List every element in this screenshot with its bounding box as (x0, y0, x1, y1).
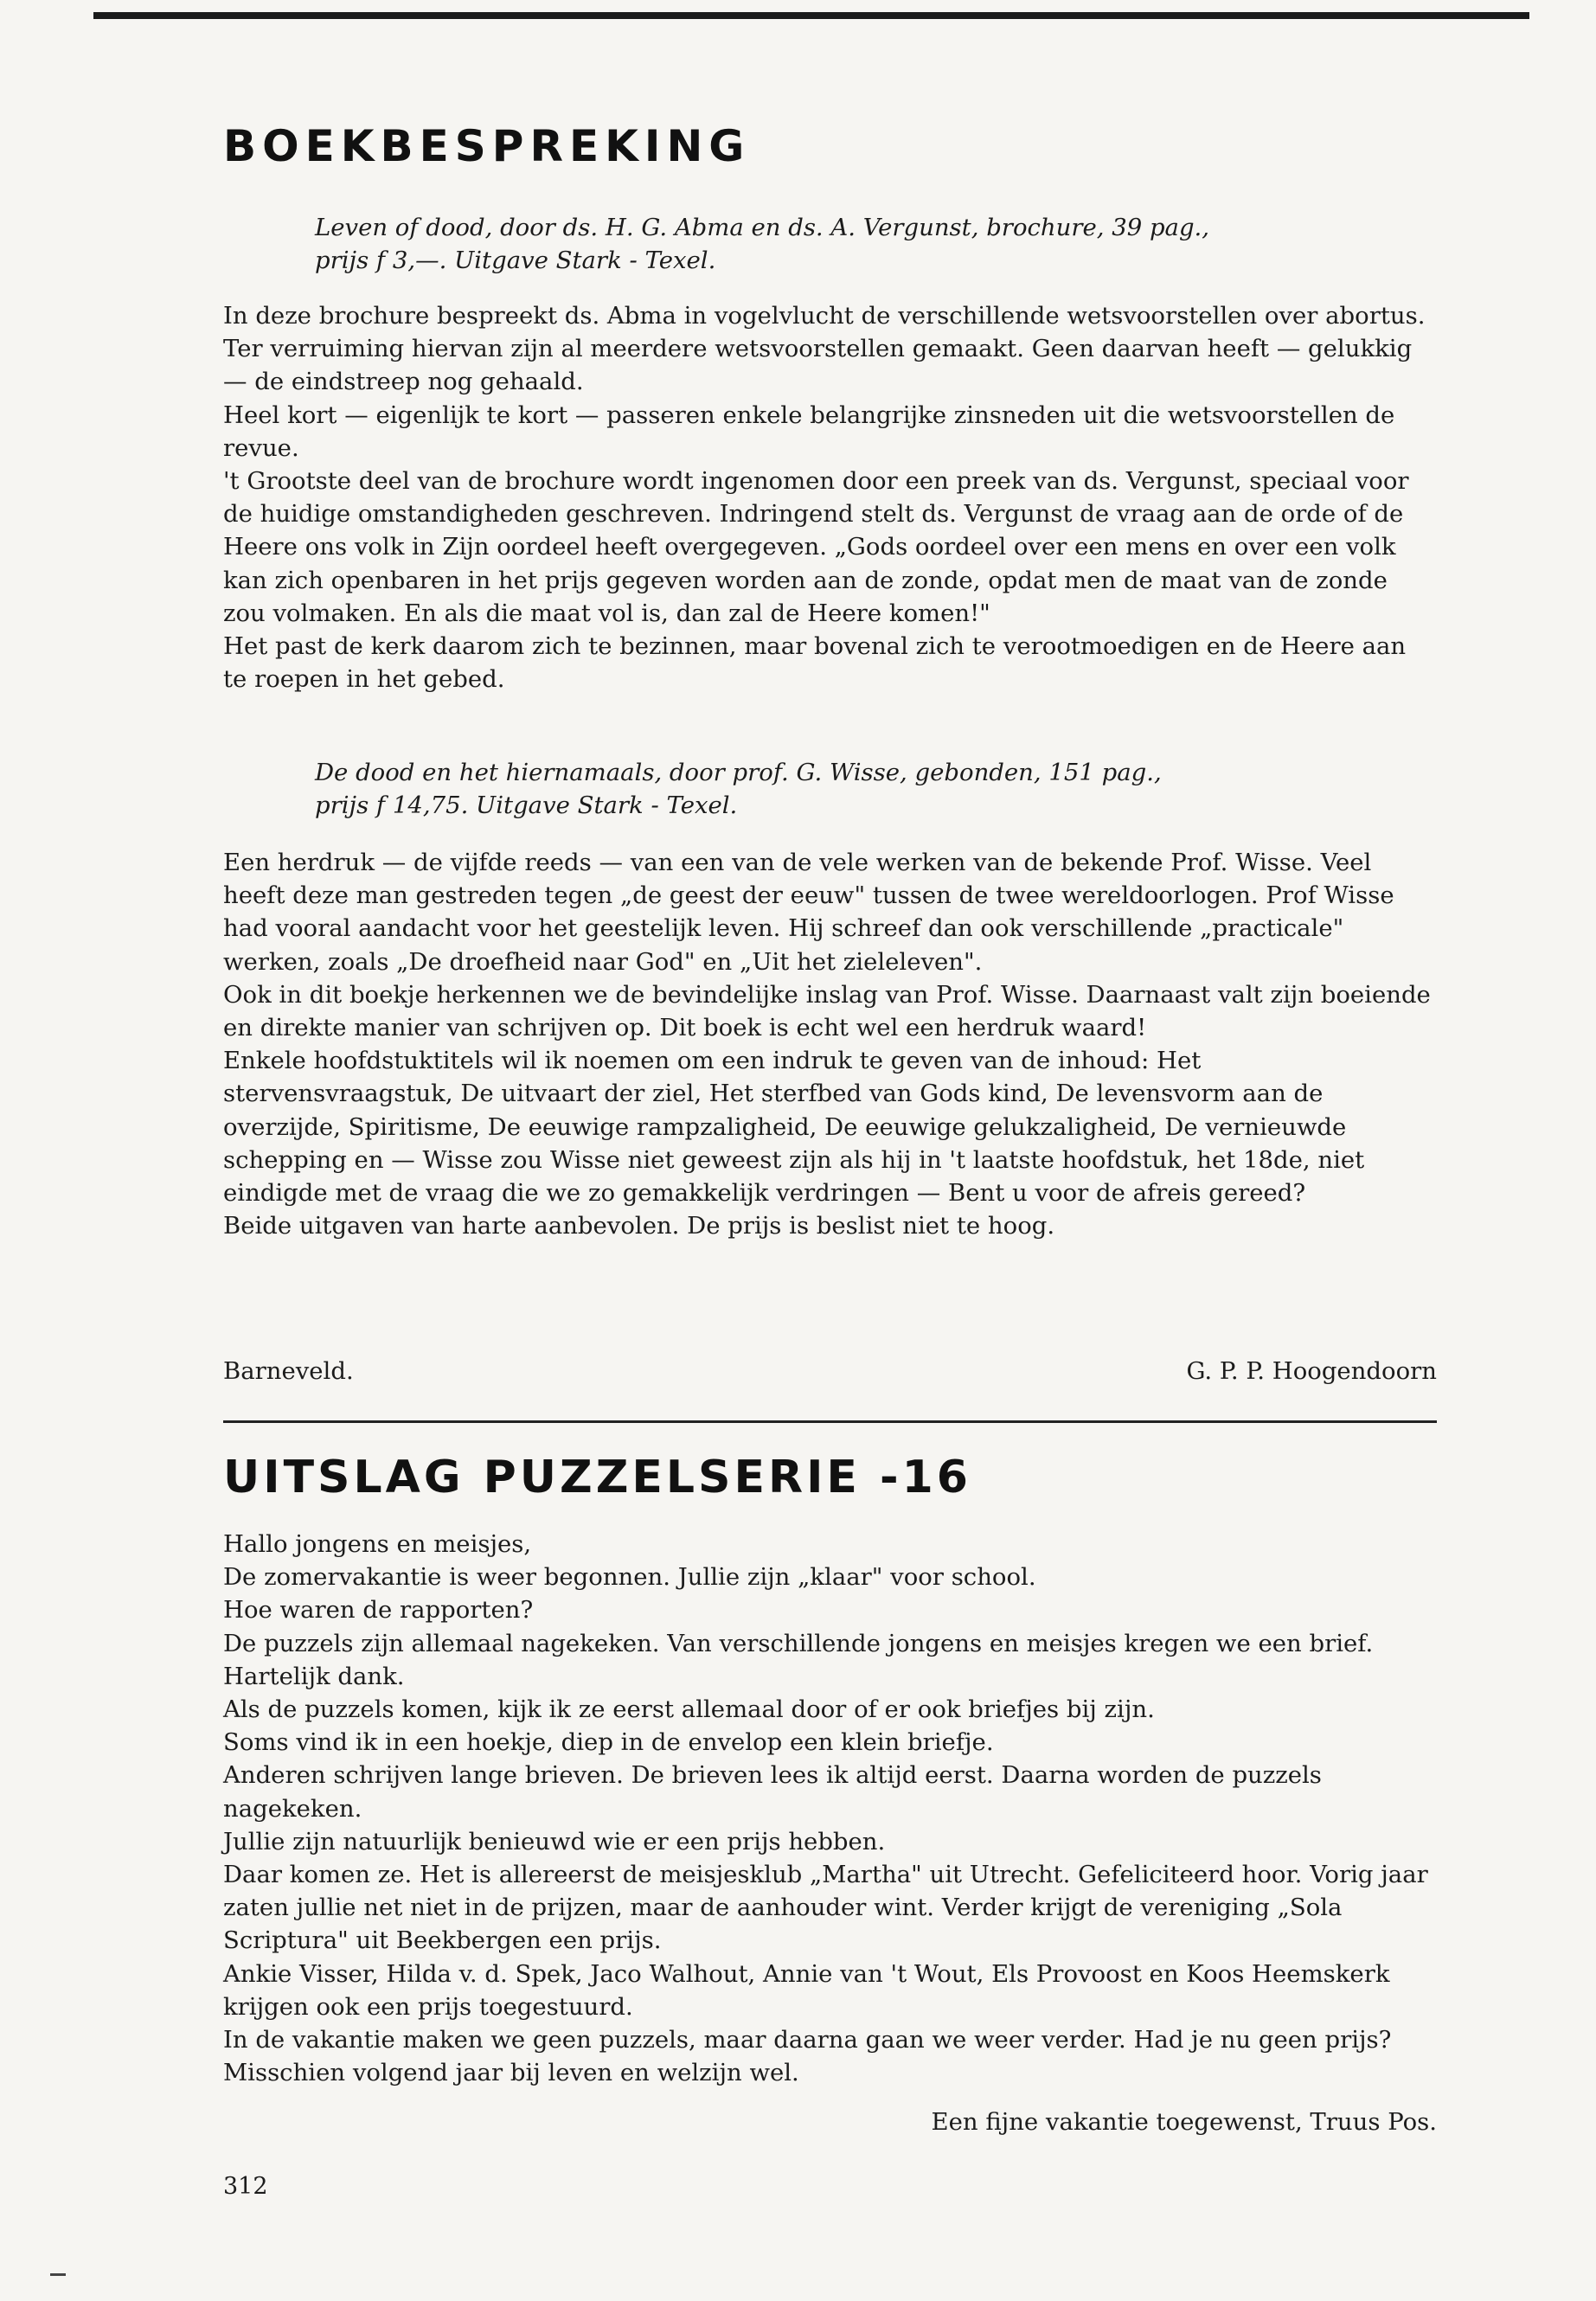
review-1-paragraph: Heel kort — eigenlijk te kort — passeren enkele belangrijke zinsneden uit die wetsvoorstellen de revue. (223, 401, 1395, 462)
puzzle-paragraph: Ankie Visser, Hilda v. d. Spek, Jaco Walhout, Annie van 't Wout, Els Provoost en Koos Heemskerk krijgen ook een prijs toegestuurd. (223, 1959, 1390, 2021)
puzzle-body (223, 1528, 1437, 2089)
review-2-paragraph: Een herdruk — de vijfde reeds — van een van de vele werken van de bekende Prof. Wisse. Veel heeft deze man gestreden tegen „de geest der eeuw" tussen de twee wereldoorlogen. Prof Wisse had vooral aandacht voor het geestelijk leven. Hij schreef dan ook verschillende „practicale" werken, zoals „De droefheid naar God" en „Uit het zieleleven". (223, 849, 1394, 976)
puzzle-paragraph: De zomervakantie is weer begonnen. Jullie zijn „klaar" voor school. (223, 1563, 1036, 1592)
puzzle-paragraph: Soms vind ik in een hoekje, diep in de envelop een klein briefje. (223, 1728, 994, 1757)
corner-mark (50, 2273, 66, 2276)
section-divider (223, 1420, 1437, 1423)
review-1 (223, 211, 1437, 277)
page-number: 312 (223, 2173, 268, 2200)
review-place: Barneveld. (223, 1357, 354, 1385)
review-2-body (223, 846, 1437, 1242)
review-1-paragraph: 't Grootste deel van de brochure wordt ingenomen door een preek van ds. Vergunst, speciaal voor de huidige omstandigheden geschreven. Indringend stelt ds. Vergunst de vraag aan de orde of de Heere ons volk in Zijn oordeel heeft overgegeven. „Gods oordeel over een mens en over een volk kan zich openbaren in het prijs gegeven worden aan de zonde, opdat men de maat van de zonde zou volmaken. En als die maat vol is, dan zal de Heere komen!" (223, 467, 1409, 627)
review-2-paragraph: Beide uitgaven van harte aanbevolen. De prijs is beslist niet te hoog. (223, 1212, 1055, 1240)
book-review-heading: BOEKBESPREKING (223, 121, 751, 171)
puzzle-heading: UITSLAG PUZZELSERIE -16 (223, 1452, 971, 1503)
review-1-body (223, 299, 1437, 695)
review-1-paragraph: Het past de kerk daarom zich te bezinnen, maar bovenal zich te verootmoedigen en de Heere aan te roepen in het gebed. (223, 632, 1407, 694)
puzzle-paragraph: Hallo jongens en meisjes, (223, 1530, 532, 1558)
puzzle-paragraph: Anderen schrijven lange brieven. De brieven lees ik altijd eerst. Daarna worden de puzzels nagekeken. (223, 1761, 1322, 1823)
puzzle-closing: Een fijne vakantie toegewenst, Truus Pos. (931, 2108, 1437, 2136)
puzzle-paragraph: Hoe waren de rapporten? (223, 1596, 534, 1625)
review-signature (223, 1355, 1437, 1388)
puzzle-paragraph: De puzzels zijn allemaal nagekeken. Van verschillende jongens en meisjes kregen we een brief. Hartelijk dank. (223, 1629, 1374, 1690)
puzzle-paragraph: Daar komen ze. Het is allereerst de meisjesklub „Martha" uit Utrecht. Gefeliciteerd hoor. Vorig jaar zaten jullie net niet in de prijzen, maar de aanhouder wint. Verder krijgt de vereniging „Sola Scriptura" uit Beekbergen een prijs. (223, 1861, 1428, 1955)
review-2-paragraph: Ook in dit boekje herkennen we de bevindelijke inslag van Prof. Wisse. Daarnaast valt zijn boeiende en direkte manier van schrijven op. Dit boek is echt wel een herdruk waard! (223, 980, 1431, 1042)
review-2-paragraph: Enkele hoofdstuktitels wil ik noemen om een indruk te geven van de inhoud: Het stervensvraagstuk, De uitvaart der ziel, Het sterfbed van Gods kind, De levensvorm aan de overzijde, Spiritisme, De eeuwige rampzaligheid, De eeuwige gelukzaligheid, De vernieuwde schepping en — Wisse zou Wisse niet geweest zijn als hij in 't laatste hoofdstuk, het 18de, niet eindigde met de vraag die we zo gemakkelijk verdringen — Bent u voor de afreis gereed? (223, 1047, 1365, 1208)
top-rule (93, 12, 1529, 19)
review-1-citation-line-2: prijs f 3,—. Uitgave Stark - Texel. (315, 247, 716, 275)
review-1-citation-line-1: Leven of dood, door ds. H. G. Abma en ds. A. Vergunst, brochure, 39 pag., (315, 214, 1210, 241)
puzzle-paragraph: In de vakantie maken we geen puzzels, maar daarna gaan we weer verder. Had je nu geen prijs? Misschien volgend jaar bij leven en welzijn wel. (223, 2026, 1392, 2087)
puzzle-paragraph: Jullie zijn natuurlijk benieuwd wie er een prijs hebben. (223, 1827, 886, 1856)
review-2 (223, 756, 1437, 822)
review-author: G. P. P. Hoogendoorn (1186, 1357, 1437, 1385)
review-2-citation-line-1: De dood en het hiernamaals, door prof. G. Wisse, gebonden, 151 pag., (315, 759, 1162, 786)
review-2-citation-line-2: prijs f 14,75. Uitgave Stark - Texel. (315, 792, 738, 820)
review-1-paragraph: In deze brochure bespreekt ds. Abma in vogelvlucht de verschillende wetsvoorstellen over abortus. Ter verruiming hiervan zijn al meerdere wetsvoorstellen gemaakt. Geen daarvan heeft — gelukkig — de eindstreep nog gehaald. (223, 302, 1426, 396)
puzzle-paragraph: Als de puzzels komen, kijk ik ze eerst allemaal door of er ook briefjes bij zijn. (223, 1695, 1155, 1724)
